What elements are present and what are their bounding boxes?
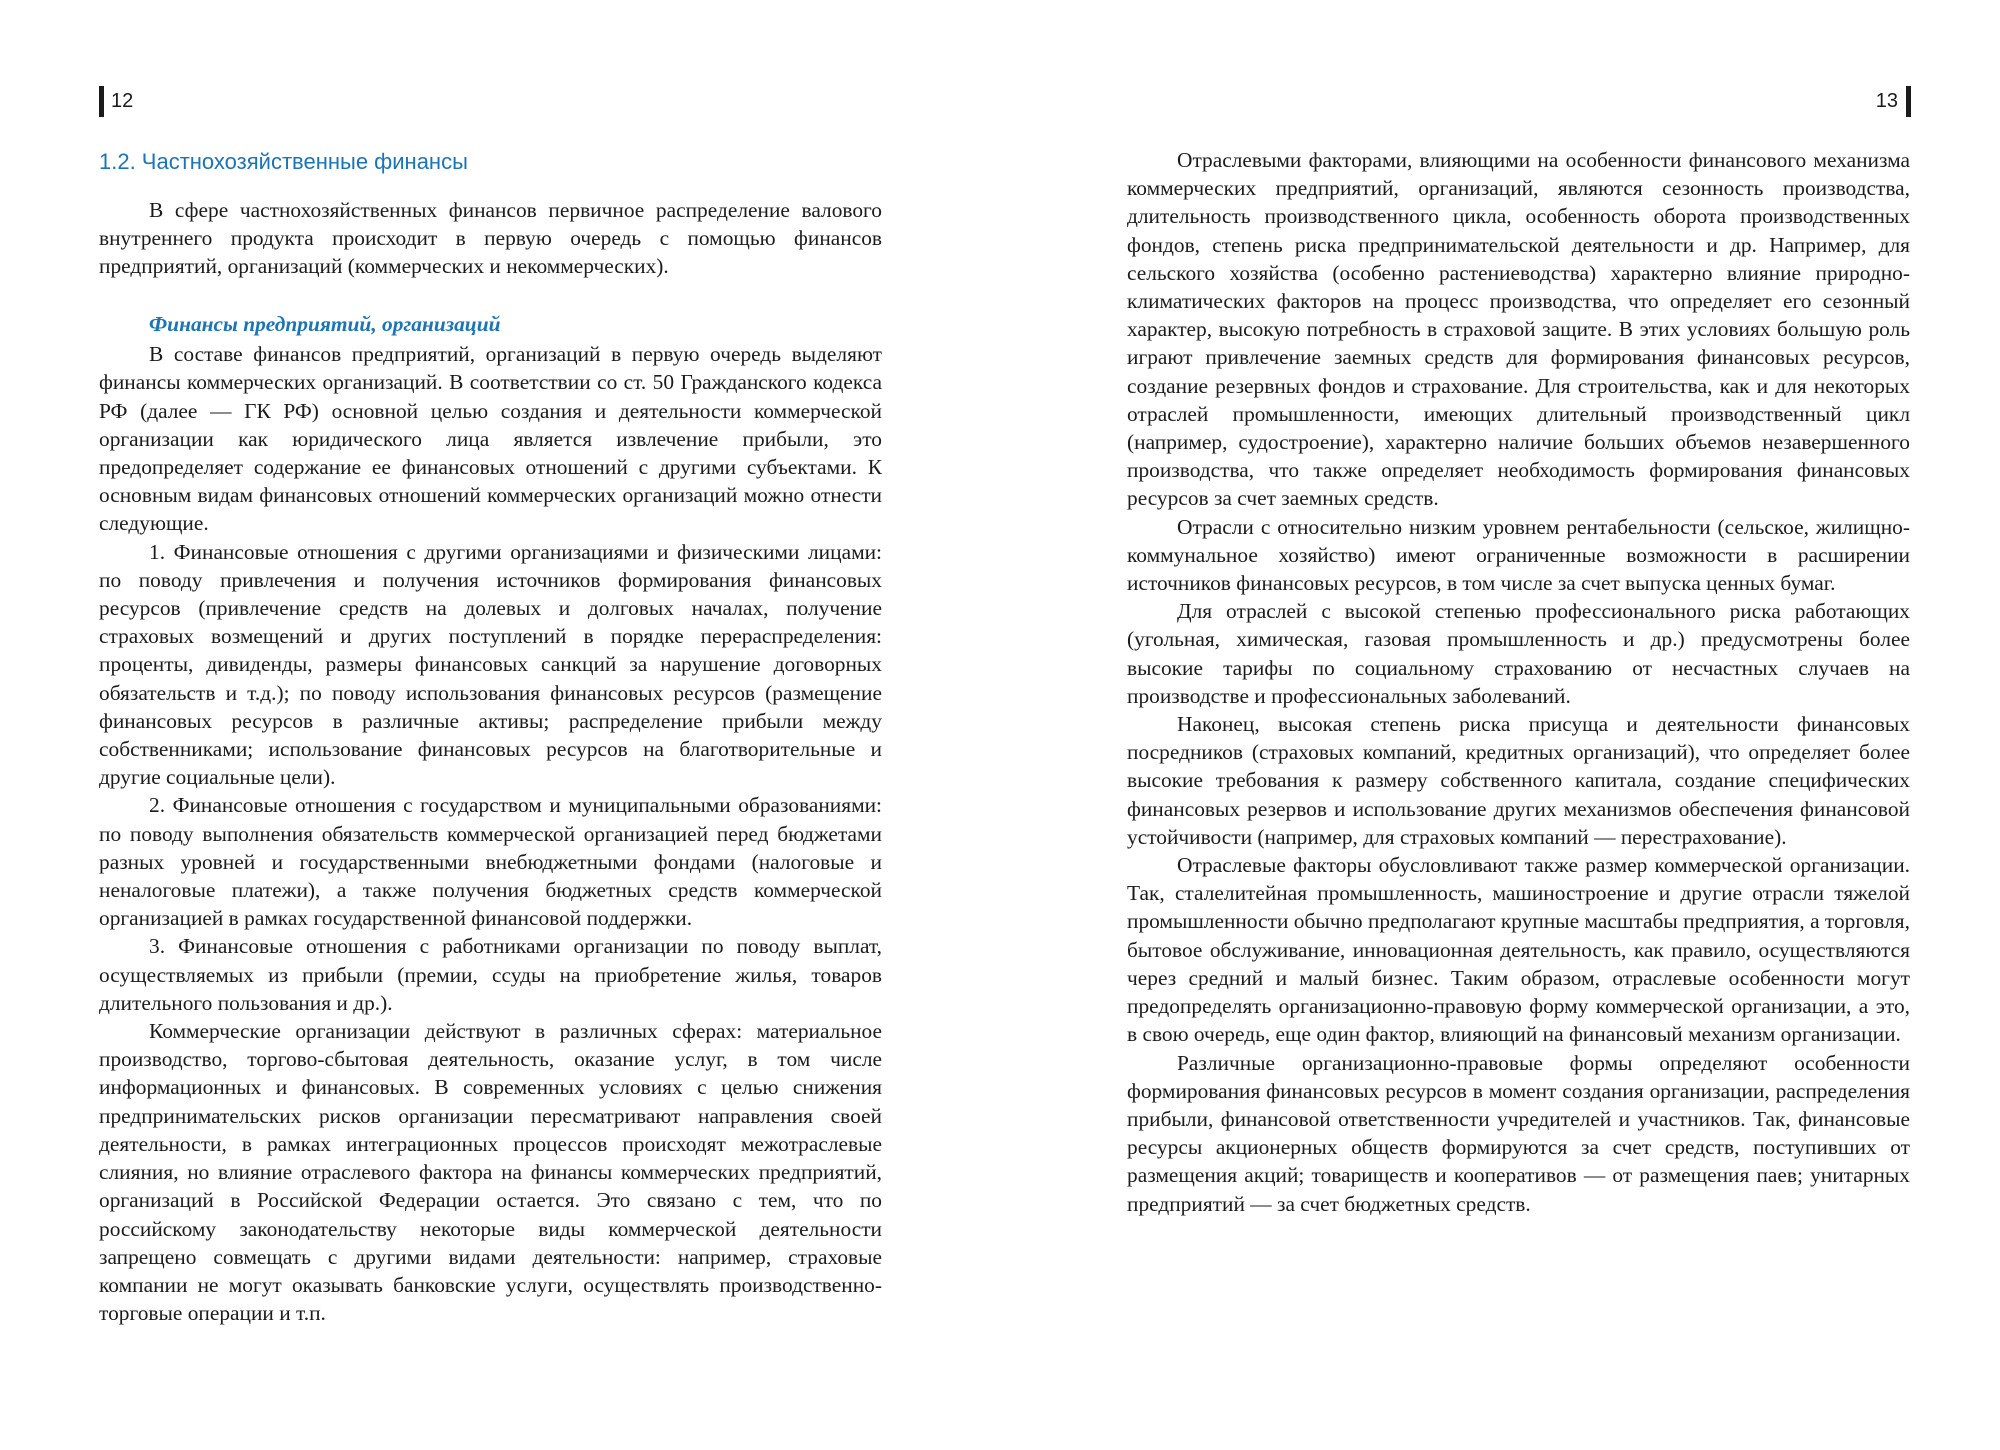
paragraph: Различные организационно-правовые формы определяют особенности формирования финансовых ресурсов в момент создания организации, распределения прибыли, финансовой ответственности учредителей и участников. Так, финансовые ресурсы акционерных обществ формируются за счет средств, поступивших от размещения акций; товариществ и кооперативов — от размещения паев; унитарных предприятий — за счет бюджетных средств.: [1127, 1050, 1910, 1216]
right-text-column: [1127, 146, 1910, 1218]
paragraph: 2. Финансовые отношения с государством и муниципальными образованиями: по поводу выполнения обязательств коммерческой организацией перед бюджетами разных уровней и государственными внебюджетными фондами (налоговые и неналоговые платежи), а также получения бюджетных средств коммерческой организацией в рамках государственной финансовой поддержки.: [99, 793, 882, 931]
paragraph: Отрасли с относительно низким уровнем рентабельности (сельское, жилищно-коммунальное хозяйство) имеют ограниченные возможности в расширении источников финансовых ресурсов, в том числе за счет выпуска ценных бумаг.: [1127, 514, 1910, 596]
paragraph: Наконец, высокая степень риска присуща и деятельности финансовых посредников (страховых компаний, кредитных организаций), что определяет более высокие требования к размеру собственного капитала, создание специфических финансовых резервов и использование других механизмов обеспечения финансовой устойчивости (например, для страховых компаний — перестрахование).: [1127, 712, 1910, 849]
intro-block: [99, 196, 882, 281]
intro-paragraph: В сфере частнохозяйственных финансов первичное распределение валового внутреннего продукта происходит в первую очередь с помощью финансов предприятий, организаций (коммерческих и некоммерческих).: [99, 198, 882, 279]
right-page: [1000, 0, 2000, 1450]
paragraph: Для отраслей с высокой степенью профессионального риска работающих (угольная, химическая, газовая промышленность и др.) предусмотрены более высокие тарифы по социальному страхованию от несчастных случаев на производстве и профессиональных заболеваний.: [1127, 599, 1910, 708]
page-marker-bar: [99, 86, 104, 117]
left-text-column: [99, 310, 882, 1327]
section-title: 1.2. Частнохозяйственные финансы: [99, 149, 468, 174]
paragraph: Отраслевые факторы обусловливают также размер коммерческой организации. Так, сталелитейная промышленность, машиностроение и другие отрасли тяжелой промышленности обычно предполагают крупные масштабы предприятия, а торговля, бытовое обслуживание, инновационная деятельность, как правило, осуществляются через средний и малый бизнес. Таким образом, отраслевые особенности могут предопределять организационно-правовую форму коммерческой организации, а это, в свою очередь, еще один фактор, влияющий на финансовый механизм организации.: [1127, 853, 1910, 1047]
paragraph: В составе финансов предприятий, организаций в первую очередь выделяют финансы коммерческих организаций. В соответствии со ст. 50 Гражданского кодекса РФ (далее — ГК РФ) основной целью создания и деятельности коммерческой организации как юридического лица является извлечение прибыли, это предопределяет содержание ее финансовых отношений с другими субъектами. К основным видам финансовых отношений коммерческих организаций можно отнести следующие.: [99, 342, 882, 536]
subsection-title: Финансы предприятий, организаций: [149, 312, 501, 336]
page-number: 13: [1875, 90, 1898, 112]
paragraph: 3. Финансовые отношения с работниками организации по поводу выплат, осуществляемых из прибыли (премии, ссуды на приобретение жилья, товаров длительного пользования и др.).: [99, 934, 882, 1015]
paragraph: Отраслевыми факторами, влияющими на особенности финансового механизма коммерческих предприятий, организаций, являются сезонность производства, длительность производственного цикла, особенность оборота производственных фондов, степень риска предпринимательской деятельности и др. Например, для сельского хозяйства (особенно растениеводства) характерно влияние природно-климатических факторов на процесс производства, что определяет его сезонный характер, высокую потребность в страховой защите. В этих условиях большую роль играют привлечение заемных средств для формирования финансовых ресурсов, создание резервных фондов и страхование. Для строительства, как и для некоторых отраслей промышленности, имеющих длительный производственный цикл (например, судостроение), характерно наличие больших объемов незавершенного производства, что также определяет необходимость формирования финансовых ресурсов за счет заемных средств.: [1127, 148, 1910, 511]
page-number: 12: [111, 90, 134, 112]
paragraph: Коммерческие организации действуют в различных сферах: материальное производство, торгово-сбытовая деятельность, оказание услуг, в том числе информационных и финансовых. В современных условиях с целью снижения предпринимательских рисков организации пересматривают направления своей деятельности, в рамках интеграционных процессов происходят межотраслевые слияния, но влияние отраслевого фактора на финансы коммерческих предприятий, организаций в Российской Федерации остается. Это связано с тем, что по российскому законодательству некоторые виды коммерческой деятельности запрещено совмещать с другими видами деятельности: например, страховые компании не могут оказывать банковские услуги, осуществлять производственно-торговые операции и т.п.: [99, 1019, 882, 1326]
page-marker-bar: [1906, 86, 1911, 117]
paragraph: 1. Финансовые отношения с другими организациями и физическими лицами: по поводу привлечения и получения источников формирования финансовых ресурсов (привлечение средств на долевых и долговых началах, получение страховых возмещений и других поступлений в порядке перераспределения: проценты, дивиденды, размеры финансовых санкций за нарушение договорных обязательств и т.д.); по поводу использования финансовых ресурсов (размещение финансовых ресурсов в различные активы; распределение прибыли между собственниками; использование финансовых ресурсов на благотворительные и другие социальные цели).: [99, 539, 882, 790]
